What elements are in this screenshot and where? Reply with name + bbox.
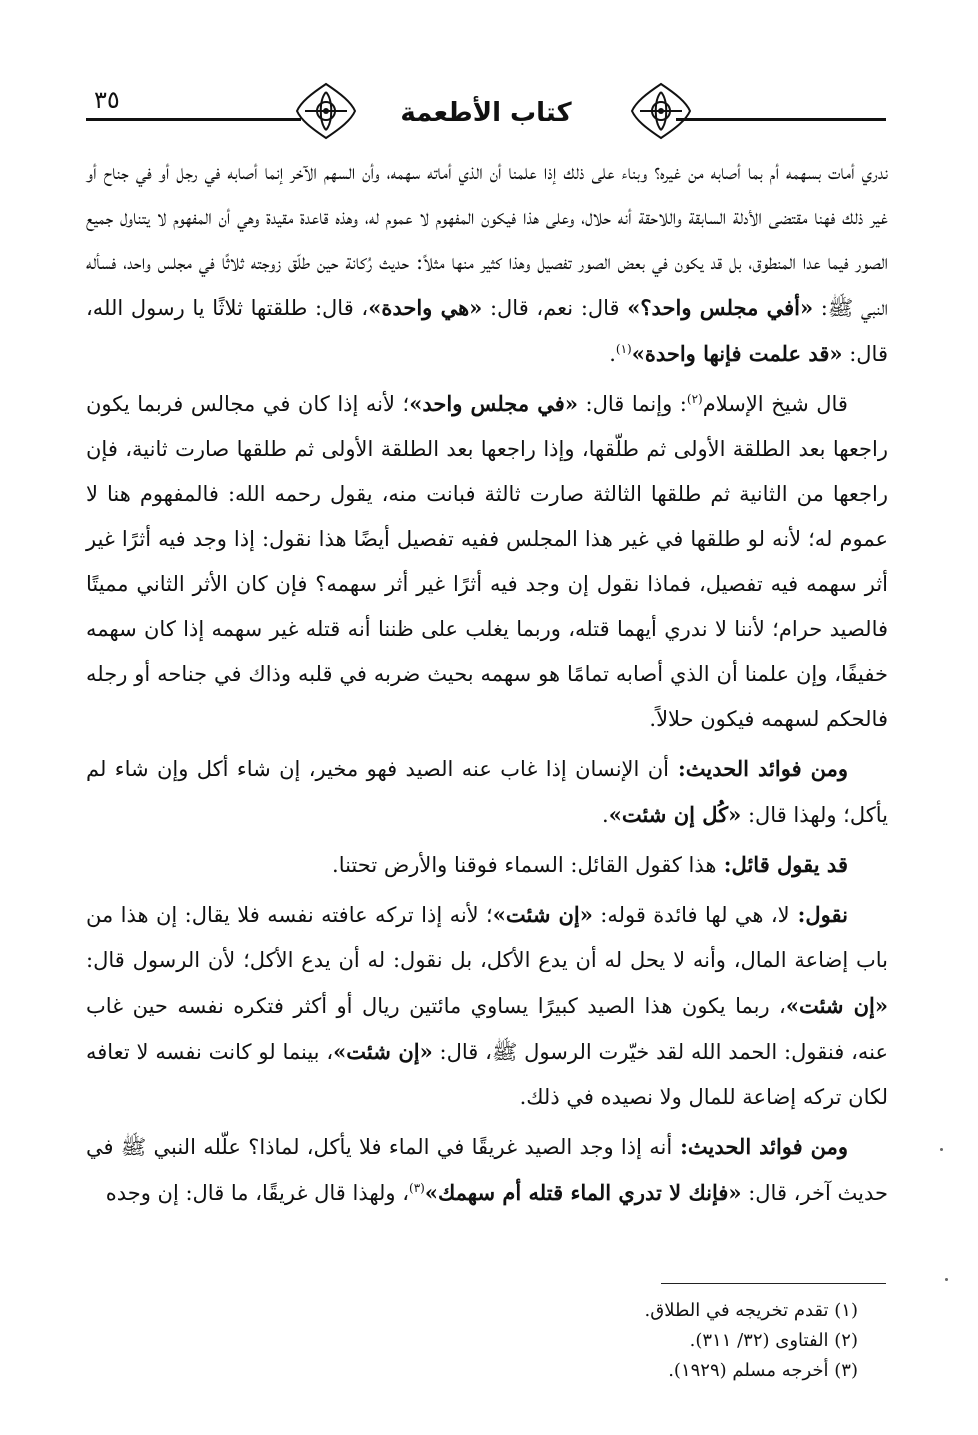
footnote: (٢) الفتاوى (٣٢/ ٣١١). — [689, 1330, 858, 1351]
emphasis-text: «إن شئت» — [785, 993, 888, 1018]
paragraph — [86, 746, 888, 838]
emphasis-text: «قد علمت فإنها واحدة» — [631, 341, 843, 366]
margin-speck — [945, 1278, 948, 1281]
emphasis-text: «إن شئت» — [492, 902, 593, 927]
body-text: أنه إذا وجد الصيد غريقًا في الماء فلا يأكل، لماذا؟ علّله النبي ﷺ في حديث آخر، قال: — [86, 1135, 888, 1205]
paragraph — [86, 150, 888, 377]
body-text: ، ولهذا قال غريقًا، ما قال: إن وجده — [105, 1181, 410, 1205]
emphasis-text: «إن شئت» — [333, 1039, 433, 1064]
footnote-separator — [661, 1283, 886, 1284]
body-text: : وإنما قال: — [577, 392, 687, 416]
body-text: . — [602, 803, 609, 827]
body-text: هذا كقول القائل: السماء فوقنا والأرض تحتنا. — [332, 853, 717, 877]
emphasis-text: «فإنك لا تدري الماء قتله أم سهمك» — [424, 1180, 742, 1205]
footnote-marker: (١) — [615, 342, 632, 356]
body-text: ؛ لأنه إذا كان في مجالس فربما يكون راجعها بعد الطلقة الأولى ثم طلّقها، وإذا راجعها بعد الطلقة الأولى ثم طلقها صارت ثانية، فإن راجعها من الثانية ثم طلقها الثالثة صارت ثالثة فبانت منه، يقول رحمه الله: فالمفهوم هنا لا عموم له؛ لأنه لو طلقها في غير هذا المجلس ففيه تفصيل أيضًا هذا نقول: إذا وجد فيه أثرًا غير أثر سهمه فيه تفصيل، فماذا نقول إن وجد فيه أثرًا غير أثر سهمه؟ فإن كان الأثر الثاني مميتًا فالصيد حرام؛ لأننا لا ندري أيهما قتله، وربما يغلب على ظننا أنه قتله غير سهمه إذا كان سهمه خفيفًا، وإن علمنا أن الذي أصابه تمامًا هو سهمه بحيث ضربه في قلبه وذاك في جناحه أو رجله فالحكم لسهمه فيكون حلالاً. — [86, 392, 888, 731]
footnote-marker: (٢) — [686, 392, 703, 406]
body-text: ، بينما لو كانت نفسه لا تعافه لكان تركه إضاعة للمال ولا نصيده في ذلك. — [86, 1040, 888, 1109]
header-rule-left — [86, 118, 301, 121]
paragraph — [86, 381, 888, 742]
body-text: قال شيخ الإسلام — [702, 392, 848, 416]
emphasis-text: ومن فوائد الحديث: — [668, 756, 848, 781]
page-body — [86, 150, 888, 1220]
footnotes — [258, 1296, 858, 1386]
body-text: . — [609, 342, 616, 366]
ornament-icon — [626, 80, 696, 142]
emphasis-text: نقول: — [789, 902, 848, 927]
margin-speck — [940, 1148, 943, 1151]
paragraph — [86, 1124, 888, 1216]
paragraph — [86, 842, 888, 888]
emphasis-text: «هي واحدة» — [368, 295, 483, 320]
header-rule-right — [676, 118, 886, 121]
footnote: (١) تقدم تخريجه في الطلاق. — [644, 1300, 858, 1321]
body-text: أن الإنسان إذا غاب عنه الصيد فهو مخير، إن شاء أكل وإن شاء لم يأكل؛ ولهذا قال: — [86, 757, 888, 827]
footnote: (٣) أخرجه مسلم (١٩٢٩). — [668, 1360, 858, 1381]
page-number: ٣٥ — [94, 86, 120, 114]
body-text: قال: نعم، قال: — [482, 296, 628, 320]
emphasis-text: «كُل إن شئت» — [608, 802, 742, 827]
body-text: ، قال: طلقتها ثلاثًا يا رسول الله، قال: — [86, 296, 888, 366]
emphasis-text: «أفي مجلس واحد؟» — [627, 295, 814, 320]
emphasis-text: «في مجلس واحد» — [409, 391, 578, 416]
ornament-icon — [291, 80, 361, 142]
paragraph — [86, 892, 888, 1120]
body-text: لا، هي لها فائدة قوله: — [592, 903, 790, 927]
footnote-marker: (٣) — [409, 1181, 425, 1195]
page-header — [86, 78, 886, 140]
body-text: ندري أمات بسهمه أم بما أصابه من غيره؟ وبناء على ذلك إذا علمنا أن الذي أماته سهمه، وأن السهم الآخر إنما أصابه في رجل أو في جناح أو غير ذلك فهنا مقتضى الأدلة السابقة واللاحقة أنه حلال، وعلى هذا فيكون المفهوم لا عموم له، وهذه قاعدة مقيدة وهي أن المفهوم لا يتناول جميع الصور فيما عدا المنطوق، بل قد يكون في بعض الصور تفصيل وهذا كثير منها مثلاً: حديث رُكانة حين طلّق زوجته ثلاثًا في مجلس واحد، فسأله النبي ﷺ: — [86, 160, 888, 320]
emphasis-text: ومن فوائد الحديث: — [672, 1134, 848, 1159]
emphasis-text: قد يقول قائل: — [716, 852, 848, 877]
body-text: ؛ لأنه إذا تركه عافته نفسه فلا يقال: إن هذا من باب إضاعة المال، وأنه لا يحل له أن يدع الأكل، بل نقول: له أن يدع الأكل؛ لأن الرسول قال: — [86, 903, 888, 972]
body-text: ، ربما يكون هذا الصيد كبيرًا يساوي مائتين ريال أو أكثر فتكره نفسه حين غاب عنه، فنقول: الحمد الله لقد خيّرت الرسول ﷺ، قال: — [86, 994, 888, 1064]
book-title: كتاب الأطعمة — [400, 98, 572, 128]
